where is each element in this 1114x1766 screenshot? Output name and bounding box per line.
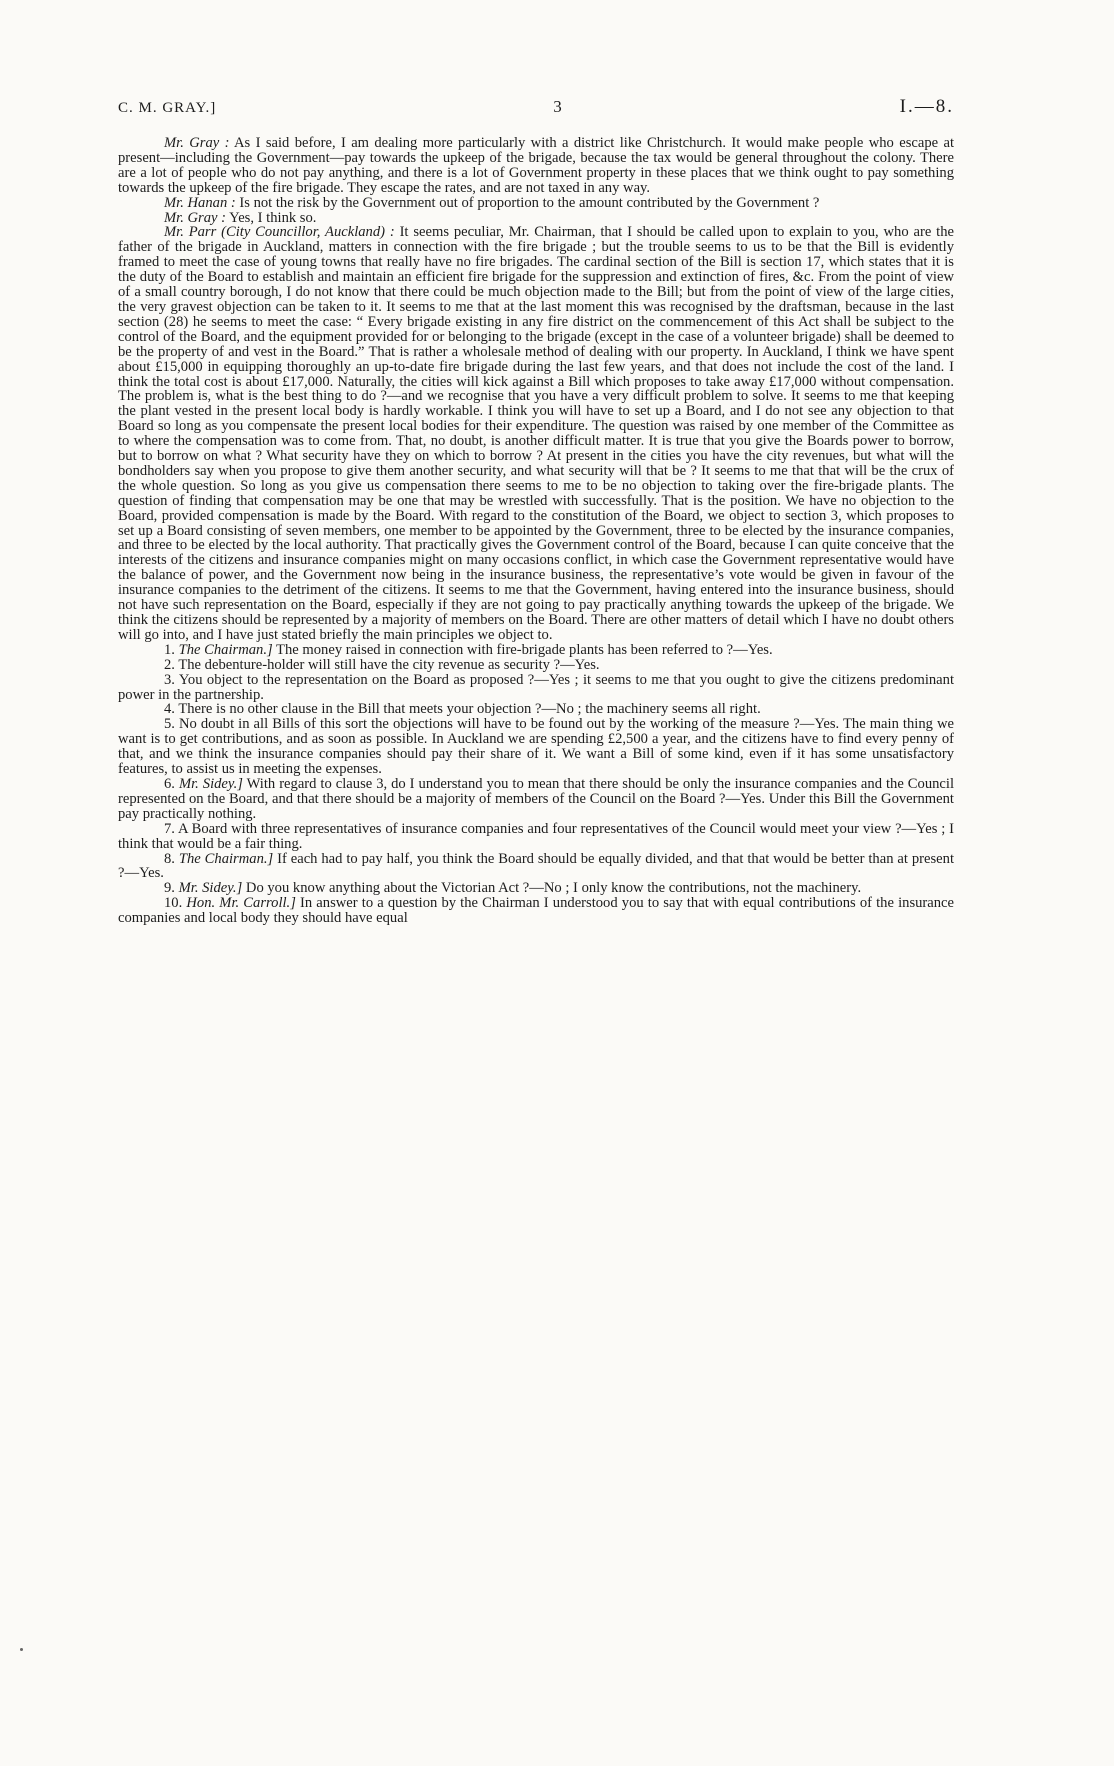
- paragraph-text: No doubt in all Bills of this sort the objections will have to be found out by the working of the measure ?—Yes. The main thing we want is to get contributions, and as soon as possible. In Auckland we are spending £2,500 a year, and the citizens have to find every penny of that, and we think the insurance companies should pay their share of it. We want a Bill of some kind, even if it has some unsatisfactory features, to assist us in meeting the expenses.: [118, 716, 954, 778]
- speaker: Mr. Sidey.]: [178, 880, 243, 897]
- speaker: Mr. Parr (City Councillor, Auckland) :: [164, 224, 395, 241]
- paragraph-text: Do you know anything about the Victorian Act ?—No ; I only know the contributions, not the machinery.: [242, 880, 862, 897]
- question-paragraph: [118, 852, 954, 882]
- page-header: [118, 96, 954, 118]
- paragraph-text: The money raised in connection with fire-brigade plants has been referred to ?—Yes.: [272, 641, 773, 658]
- speaker: Mr. Sidey.]: [178, 775, 243, 792]
- speaker: Mr. Gray :: [164, 209, 227, 226]
- paragraph-text: There is no other clause in the Bill that meets your objection ?—No ; the machinery seems all right.: [178, 701, 761, 718]
- question-paragraph: [118, 881, 954, 896]
- question-paragraph: [118, 777, 954, 822]
- question-paragraph: [118, 658, 954, 673]
- paragraph: [118, 136, 954, 196]
- question-number: 8.: [164, 850, 175, 867]
- question-number: 10.: [164, 895, 183, 912]
- paragraph-text: In answer to a question by the Chairman I understood you to say that with equal contributions of the insurance companies and local body they should have equal: [118, 895, 955, 927]
- speaker: Hon. Mr. Carroll.]: [186, 895, 296, 912]
- paragraph-text: You object to the representation on the Board as proposed ?—Yes ; it seems to me that you ought to give the citizens predominant power in the partnership.: [118, 671, 954, 703]
- body-text: [118, 136, 954, 926]
- speaker: The Chairman.]: [178, 850, 274, 867]
- paragraph-text: A Board with three representatives of insurance companies and four representatives of the Council would meet your view ?—Yes ; I think that would be a fair thing.: [118, 820, 955, 852]
- question-number: 7.: [164, 820, 175, 837]
- speaker: Mr. Hanan :: [164, 194, 236, 211]
- question-number: 3.: [164, 671, 175, 688]
- paragraph-text: With regard to clause 3, do I understand you to mean that there should be only the insurance companies and the Council represented on the Board, and that there should be a majority of members of the Council on the Board ?—Yes. Under this Bill the Government pay practically nothing.: [118, 775, 954, 822]
- paragraph-text: The debenture-holder will still have the city revenue as security ?—Yes.: [178, 656, 600, 673]
- question-paragraph: [118, 717, 954, 777]
- witness-name: C. M. GRAY.]: [118, 100, 217, 116]
- question-paragraph: [118, 822, 954, 852]
- question-number: 2.: [164, 656, 175, 673]
- question-paragraph: [118, 896, 954, 926]
- paragraph: [118, 196, 954, 211]
- paragraph-text: Yes, I think so.: [226, 209, 317, 226]
- question-number: 4.: [164, 701, 175, 718]
- page-number: 3: [553, 97, 563, 116]
- paragraph-text: It seems peculiar, Mr. Chairman, that I should be called upon to explain to you, who are the father of the brigade in Auckland, matters in connection with the fire brigade ; but the trouble seems to us to be that the Bill is evidently framed to meet the case of young towns that really have no fire brigades. The cardinal section of the Bill is section 17, which states that it is the duty of the Board to establish and maintain an efficient fire brigade for the suppression and extinction of fires, &c. From the point of view of a small country borough, I do not know that there could be much objection made to the Bill; but from the point of view of the large cities, the very gravest objection can be taken to it. It seems to me that at the last moment this was recognised by the draftsman, because in the last section (28) he seems to meet the case: “ Every brigade existing in any fire district on the commencement of this Act shall be subject to the control of the Board, and the equipment provided for or belonging to the brigade (except in the case of a volunteer brigade) shall be deemed to be the property of and vest in the Board.” That is rather a wholesale method of dealing with our property. In Auckland, I think we have spent about £15,000 in equipping thoroughly an up-to-date fire brigade during the last few years, and that does not include the cost of the land. I think the total cost is about £17,000. Naturally, the cities will kick against a Bill which proposes to take away £17,000 without compensation. The problem is, what is the best thing to do ?—and we recognise that you have a very difficult problem to solve. It seems to me that keeping the plant vested in the present local body is hardly workable. I think you will have to set up a Board, and I do not see any objection to that Board so long as you compensate the present local bodies for their expenditure. The question was raised by one member of the Committee as to where the compensation was to come from. That, no doubt, is another difficult matter. It is true that you give the Boards power to borrow, but to borrow on what ? What security have they on which to borrow ? At present in the cities you have the city revenues, but what will the bondholders say when you propose to give them another security, and what security will that be ? It seems to me that that will be the crux of the whole question. So long as you give us compensation there seems to me to be no objection to taking over the fire-brigade plants. The question of finding that compensation may be one that may be wrestled with successfully. That is the position. We have no objection to the Board, provided compensation is made by the Board. With regard to the constitution of the Board, we object to section 3, which proposes to set up a Board consisting of seven members, one member to be appointed by the Government, three to be elected by the insurance companies, and three to be elected by the local authority. That practically gives the Government control of the Board, because I can quite conceive that the interests of the citizens and insurance companies might on many occasions conflict, in which case the Government representative would have the balance of power, and the Government now being in the insurance business, the representative’s vote would be given in favour of the insurance companies to the detriment of the citizens. It seems to me that the Government, having entered into the insurance business, should not have such representation on the Board, especially if they are not going to pay practically anything towards the upkeep of the brigade. We think the citizens should be represented by a majority of members on the Board. There are other matters of detail which I have no doubt others will go into, and I have just stated briefly the main principles we object to.: [118, 224, 954, 643]
- paragraph-text: Is not the risk by the Government out of proportion to the amount contributed by the Government ?: [235, 194, 820, 211]
- question-paragraph: [118, 673, 954, 703]
- speaker: The Chairman.]: [178, 641, 273, 658]
- speaker: Mr. Gray :: [164, 135, 230, 151]
- question-number: 9.: [164, 880, 175, 897]
- question-paragraph: [118, 643, 954, 658]
- paragraph-text: As I said before, I am dealing more particularly with a district like Christchurch. It would make people who escape at present—including the Government—pay towards the upkeep of the brigade, because the tax would be general throughout the colony. There are a lot of people who do not pay anything, and there is a lot of Government property in these places that we think ought to pay something towards the upkeep of the fire brigade. They escape the rates, and are not taxed in any way.: [118, 135, 955, 196]
- scan-speck: [20, 1648, 23, 1651]
- question-paragraph: [118, 702, 954, 717]
- paragraph: [118, 225, 954, 642]
- question-number: 5.: [164, 716, 175, 733]
- question-number: 6.: [164, 775, 175, 792]
- paragraph-text: If each had to pay half, you think the Board should be equally divided, and that that would be better than at present ?—Yes.: [118, 850, 954, 882]
- paper-reference: I.—8.: [899, 96, 954, 117]
- question-number: 1.: [164, 641, 175, 658]
- paragraph: [118, 211, 954, 226]
